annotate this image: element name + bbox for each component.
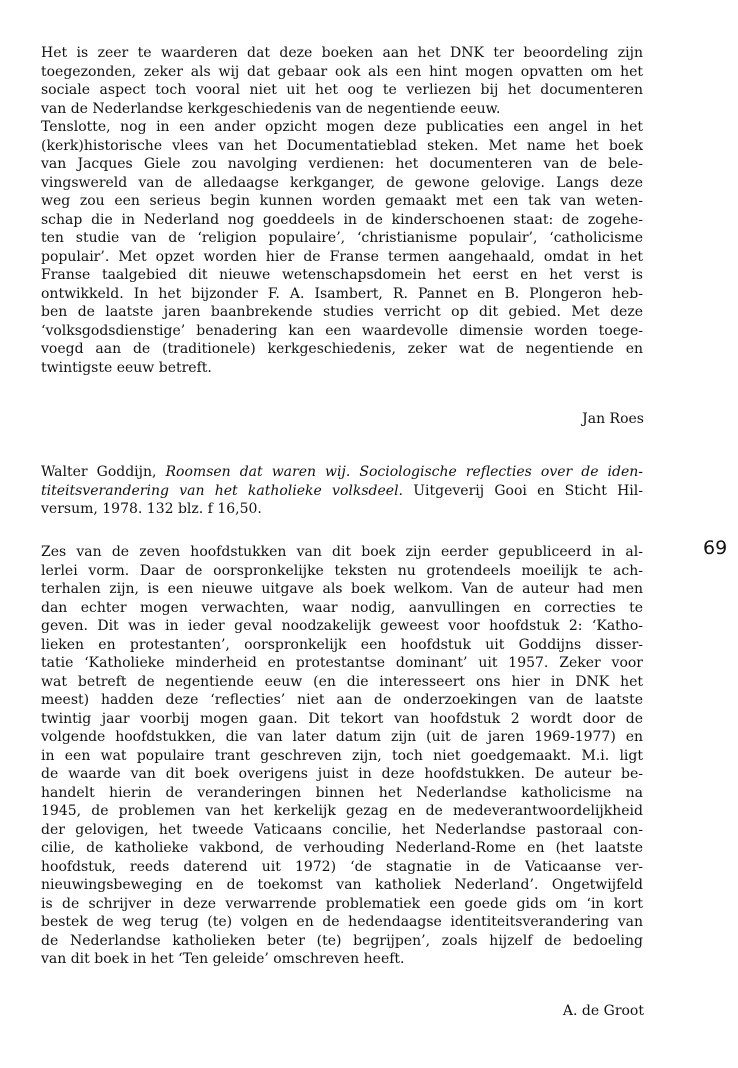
text-line: (kerk)historische vlees van het Documentatieblad steken. Met name het boek: [41, 137, 643, 154]
text-line: nieuwingsbeweging en de toekomst van katholiek Nederland’. Ongetwijfeld: [41, 877, 643, 893]
text-line: van de Nederlandse kerkgeschiedenis van de negentiende eeuw.: [41, 100, 501, 117]
text-line: twintigste eeuw betreft.: [41, 359, 212, 376]
text-line: meest) hadden deze ‘reflecties’ niet aan de onderzoekingen van de laatste: [41, 692, 643, 708]
text-line: geven. Dit was in ieder geval noodzakelijk geweest voor hoofdstuk 2: ‘Katho-: [41, 618, 643, 634]
text-line: terhalen zijn, is een nieuwe uitgave als boek welkom. Van de auteur had men: [41, 581, 643, 597]
page-number: 69: [703, 537, 728, 559]
text-line: lerlei vorm. Daar de oorspronkelijke teksten nu grotendeels moeilijk te ach-: [41, 562, 643, 579]
text-line: sociale aspect toch vooral niet uit het oog te verliezen bij het documenteren: [41, 82, 643, 98]
text-line: ten studie van de ‘religion populaire’, ‘christianisme populair’, ‘catholicisme: [41, 230, 643, 246]
review-1-text: [41, 44, 643, 377]
book-title-continued: titeitsverandering van het katholieke volksdeel.: [41, 482, 403, 499]
text-line: in een wat populaire trant geschreven zijn, toch niet goedgemaakt. M.i. ligt: [41, 747, 643, 764]
book-title: Roomsen dat waren wij. Sociologische reflecties over de iden-: [165, 464, 644, 480]
text-line: lieken en protestanten’, oorspronkelijk een hoofdstuk uit Goddijns disser-: [41, 636, 643, 653]
text-line: ben de laatste jaren baanbrekende studies verricht op dit gebied. Met deze: [41, 304, 643, 320]
text-line: weg zou een serieus begin kunnen worden gemaakt met een tak van weten-: [41, 193, 643, 209]
bibliography-entry: [41, 463, 643, 519]
text-line: is de schrijver in deze verwarrende problematiek een goede gids om ‘in kort: [41, 895, 643, 912]
text-line: bestek de weg terug (te) volgen en de hedendaagse identiteitsverandering van: [41, 914, 643, 930]
text-line: schap die in Nederland nog goeddeels in de kinderschoenen staat: de zogehe-: [41, 211, 643, 228]
text-line: volgende hoofdstukken, die van later datum zijn (uit de jaren 1969-1977) en: [41, 729, 643, 745]
text-line: der gelovigen, het tweede Vaticaans concilie, het Nederlandse pastoraal con-: [41, 821, 643, 838]
bibliography-line: [41, 482, 643, 501]
bibliography-line: versum, 1978. 132 blz. f 16,50.: [41, 501, 262, 517]
text-line: Franse taalgebied dit nieuwe wetenschapsdomein het eerst en het verst is: [41, 267, 643, 283]
book-publisher: Uitgeverij Gooi en Sticht Hil-: [413, 482, 643, 499]
text-line: handelt hierin de veranderingen binnen het Nederlandse katholicisme na: [41, 784, 643, 801]
text-line: voegd aan de (traditionele) kerkgeschiedenis, zeker wat de negentiende en: [41, 341, 643, 357]
text-line: dan echter mogen verwachten, waar nodig, aanvullingen en correcties te: [41, 599, 643, 616]
book-author: Walter Goddijn,: [41, 464, 157, 480]
review-2-text: [41, 543, 643, 969]
text-line: Zes van de zeven hoofdstukken van dit boek zijn eerder gepubliceerd in al-: [41, 544, 643, 560]
text-line: de Nederlandse katholieken beter (te) begrijpen’, zoals hijzelf de bedoeling: [41, 932, 643, 949]
bibliography-line: [41, 463, 643, 482]
text-line: toegezonden, zeker als wij dat gebaar ook als een hint mogen opvatten om het: [41, 63, 643, 80]
text-line: vingswereld van de alledaagse kerkganger, de gewone gelovige. Langs deze: [41, 174, 643, 191]
text-line: ‘volksgodsdienstige’ benadering kan een waardevolle dimensie worden toege-: [41, 322, 643, 339]
text-line: cilie, de katholieke vakbond, de verhouding Nederland-Rome en (het laatste: [41, 840, 643, 856]
text-line: Tenslotte, nog in een ander opzicht mogen deze publicaties een angel in het: [41, 119, 643, 135]
text-line: ontwikkeld. In het bijzonder F. A. Isambert, R. Pannet en B. Plongeron heb-: [41, 285, 643, 302]
text-line: populair’. Met opzet worden hier de Franse termen aangehaald, omdat in het: [41, 248, 643, 265]
text-line: tatie ‘Katholieke minderheid en protestantse dominant’ uit 1957. Zeker voor: [41, 655, 643, 671]
text-line: van Jacques Giele zou navolging verdienen: het documenteren van de bele-: [41, 156, 643, 172]
text-line: 1945, de problemen van het kerkelijk gezag en de medeverantwoordelijkheid: [41, 803, 643, 819]
text-line: van dit boek in het ‘Ten geleide’ omschreven heeft.: [41, 951, 405, 967]
review-2-signature: A. de Groot: [562, 1003, 644, 1019]
text-line: wat betreft de negentiende eeuw (en die interesseert ons hier in DNK het: [41, 673, 643, 690]
text-line: de waarde van dit boek overigens juist in deze hoofdstukken. De auteur be-: [41, 766, 643, 782]
text-line: Het is zeer te waarderen dat deze boeken aan het DNK ter beoordeling zijn: [41, 45, 643, 61]
text-line: twintig jaar voorbij mogen gaan. Dit tekort van hoofdstuk 2 wordt door de: [41, 710, 643, 727]
review-1-signature: Jan Roes: [582, 411, 644, 427]
text-line: hoofdstuk, reeds daterend uit 1972) ‘de stagnatie in de Vaticaanse ver-: [41, 858, 643, 875]
